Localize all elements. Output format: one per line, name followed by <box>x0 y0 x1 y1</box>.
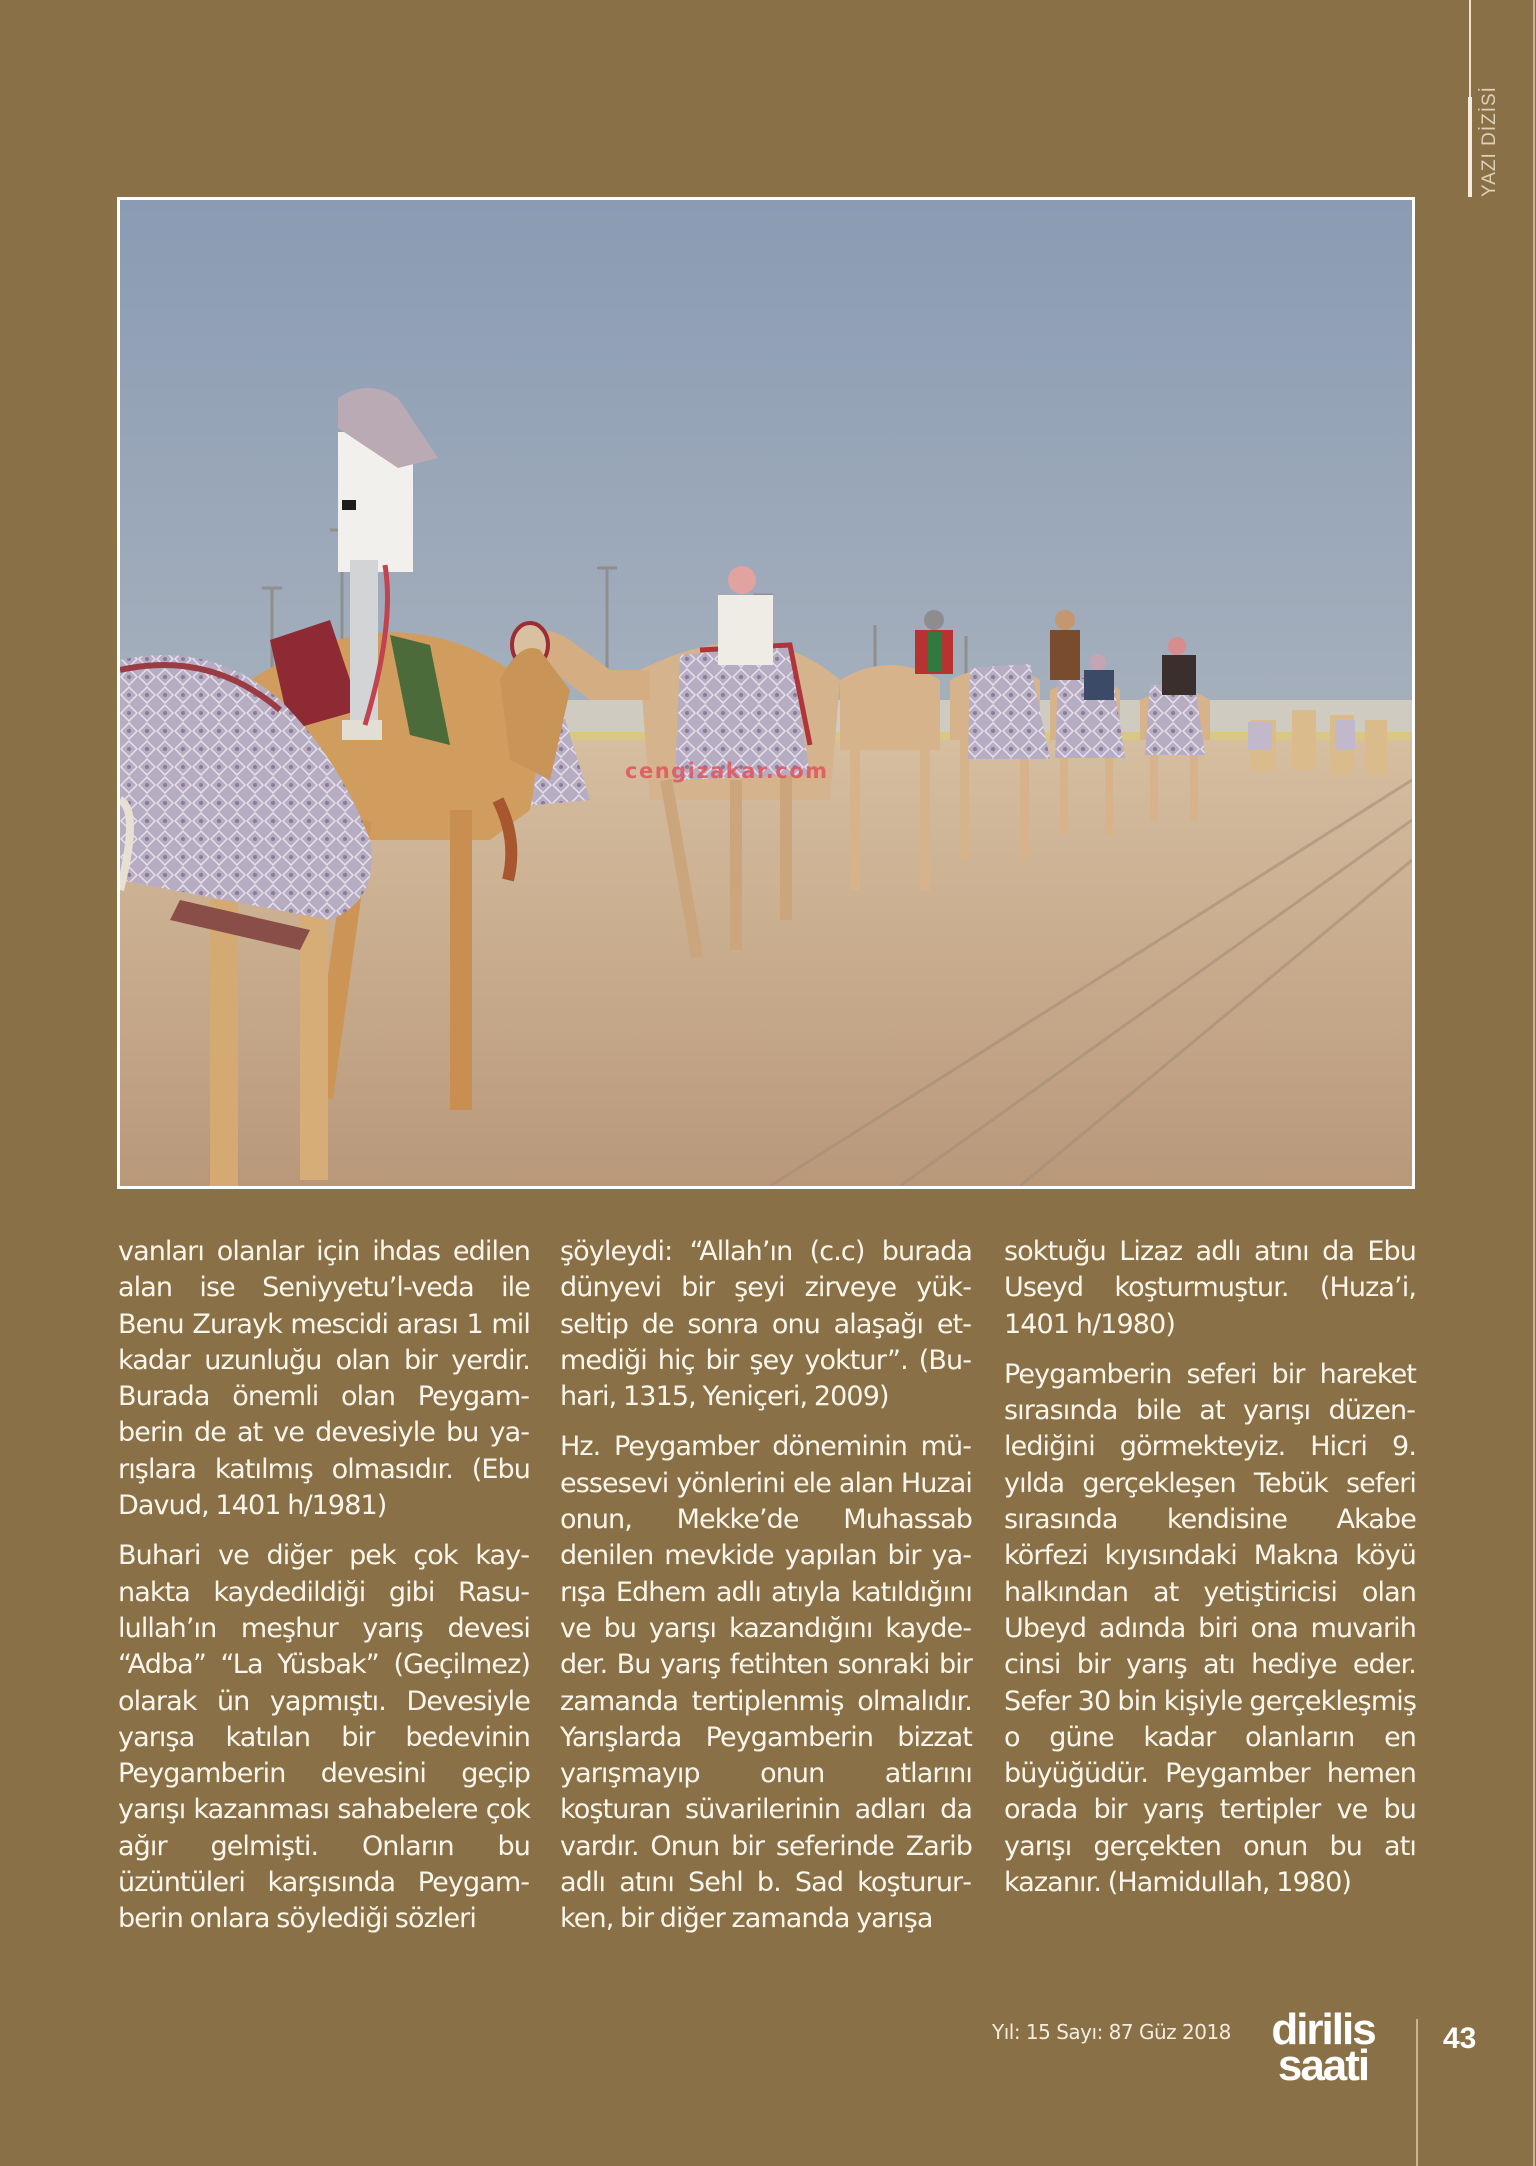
magazine-logo <box>1258 2005 1388 2090</box>
footer-divider <box>1416 2019 1418 2166</box>
paragraph: soktuğu Lizaz adlı atını da Ebu Useyd koşturmuştur. (Huza’i, 1401 h/1980) <box>1004 1236 1416 1340</box>
article-body <box>118 1234 1418 1934</box>
paragraph: Buhari ve diğer pek çok kaynakta kaydedildiği gibi Rasulullah’ın meşhur yarış devesi “Adba” “La Yüsbak” (Geçilmez) olarak ün yapmıştı. Devesiyle yarışa katılan bir bedevinin Peygamberin devesini geçip yarışı kazanması sahabelere çok ağır gelmişti. Onların bu üzüntüleri karşısında Peygamberin onlara söylediği sözleri <box>118 1540 530 1935</box>
logo-line-2: saati <box>1277 2041 1369 2090</box>
paragraph: Hz. Peygamber döneminin müessesevi yönlerini ele alan Huzai onun, Mekke’de Muhassab denilen mevkide yapılan bir yarışa Edhem adlı atıyla katıldığını ve bu yarışı kazandığını kaydeder. Bu yarış fetihten sonraki bir zamanda tertiplenmiş olmalıdır. Yarışlarda Peygamberin bizzat yarışmayıp onun atlarını koşturan süvarilerinin adları da vardır. Onun bir seferinde Zarib adlı atını Sehl b. Sad koştururken, bir diğer zamanda yarışa <box>560 1431 972 1935</box>
paragraph: Peygamberin seferi bir hareket sırasında bile at yarışı düzenlediğini görmekteyiz. Hicri 9. yılda gerçekleşen Tebük seferi sırasında kendisine Akabe körfezi kıyısındaki Makna köyü halkından at yetiştiricisi olan Ubeyd adında biri ona muvarih cinsi bir yarış atı hediye eder. Sefer 30 bin kişiyle gerçekleşmiş o güne kadar olanların en büyüğüdür. Peygamber hemen orada bir yarış tertipler ve bu yarışı gerçekten onun bu atı kazanır. (Hamidullah, 1980) <box>1004 1358 1416 1899</box>
logo-line-1: dirilis <box>1271 2005 1375 2054</box>
header-vertical-rule <box>1469 0 1471 97</box>
issue-info: Yıl: 15 Sayı: 87 Güz 2018 <box>992 2020 1231 2044</box>
article-photo <box>117 197 1415 1189</box>
camel-race-illustration <box>120 200 1412 1186</box>
series-label: YAZI DİZİSİ <box>1479 86 1500 197</box>
paragraph: vanları olanlar için ihdas edilen alan ise Seniyyetu’l-veda ile Benu Zurayk mescidi arası 1 mil kadar uzunluğu olan bir yerdir. Burada önemli olan Peygamberin de at ve devesiyle bu yarışlara katılmış olmasıdır. (Ebu Davud, 1401 h/1981) <box>118 1236 530 1522</box>
paragraph: şöyleydi: “Allah’ın (c.c) burada dünyevi bir şeyi zirveye yükseltip de sonra onu alaşağı etmediği hiç bir şey yoktur”. (Buhari, 1315, Yeniçeri, 2009) <box>560 1236 972 1413</box>
article-column-3 <box>1004 1234 1416 1915</box>
photo-watermark: cengizakar.com <box>625 759 829 783</box>
page-number: 43 <box>1443 2022 1477 2055</box>
page-edge-rule <box>1533 0 1535 2166</box>
header-vertical-rule-accent <box>1468 97 1472 197</box>
article-column-1 <box>118 1234 530 1952</box>
article-column-2 <box>560 1234 972 1952</box>
